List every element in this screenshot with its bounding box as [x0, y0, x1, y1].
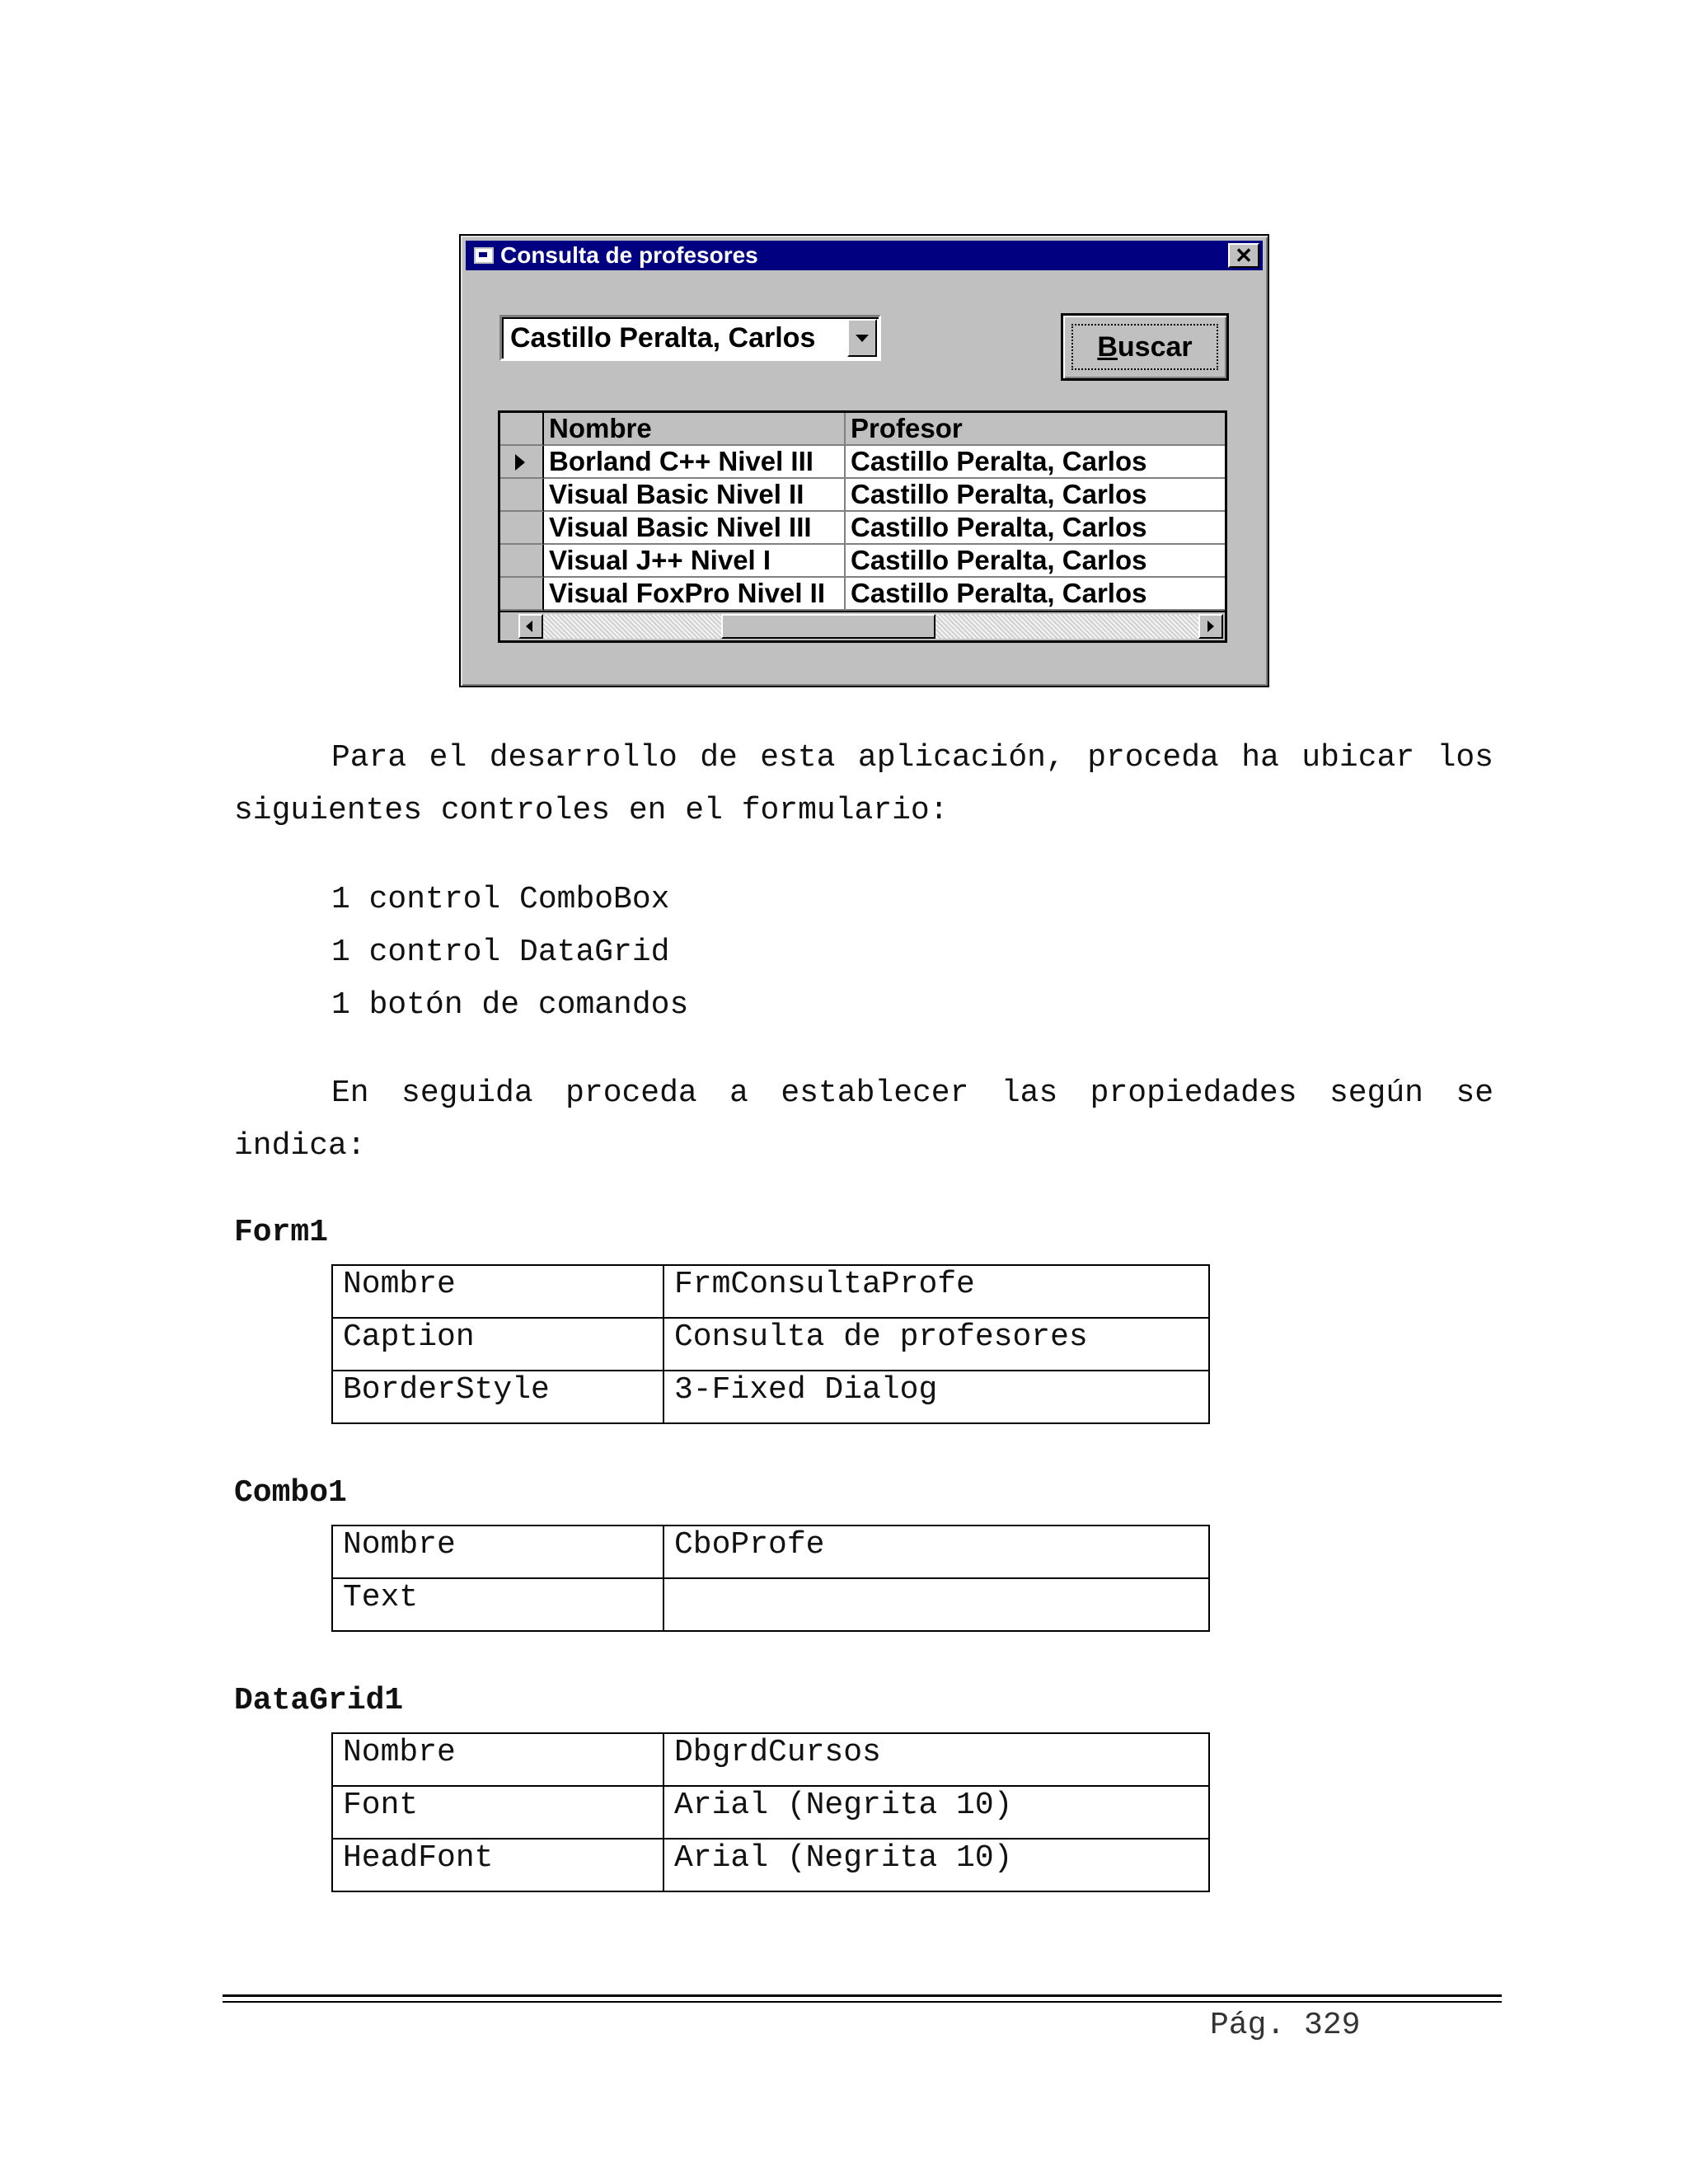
buscar-button[interactable]: [1061, 313, 1229, 381]
chevron-down-icon: [856, 335, 869, 342]
grid-header-row: [500, 413, 1225, 446]
property-name: HeadFont: [332, 1839, 663, 1891]
property-value: Arial (Negrita 10): [663, 1839, 1209, 1891]
table-row[interactable]: [500, 446, 1225, 479]
section-heading-form1: Form1: [234, 1215, 329, 1250]
grid-cell-profesor[interactable]: Castillo Peralta, Carlos: [846, 512, 1225, 545]
property-name: Font: [332, 1786, 663, 1839]
intro-paragraph: Para el desarrollo de esta aplicación, proceda ha ubicar los siguientes controles en el formulario:: [234, 740, 1493, 828]
table-row[interactable]: [500, 578, 1225, 611]
row-selector[interactable]: [500, 545, 544, 578]
table-row: [332, 1526, 1209, 1578]
combobox-value: Castillo Peralta, Carlos: [510, 322, 816, 354]
footer-rule: [223, 2001, 1502, 2003]
grid-cell-profesor[interactable]: Castillo Peralta, Carlos: [846, 479, 1225, 512]
grid-cell-profesor[interactable]: Castillo Peralta, Carlos: [846, 545, 1225, 578]
focus-rectangle: [1071, 324, 1218, 370]
property-value: [663, 1578, 1209, 1631]
cursos-datagrid[interactable]: [498, 410, 1227, 643]
consulta-dialog: [459, 234, 1269, 687]
close-button[interactable]: [1228, 243, 1259, 268]
grid-cell-profesor[interactable]: Castillo Peralta, Carlos: [846, 446, 1225, 479]
footer-rule: [223, 1994, 1502, 1997]
property-value: Arial (Negrita 10): [663, 1786, 1209, 1839]
row-selector[interactable]: [500, 578, 544, 611]
table-row: [332, 1786, 1209, 1839]
grid-cell-nombre[interactable]: Visual Basic Nivel II: [544, 479, 846, 512]
section-heading-combo1: Combo1: [234, 1475, 347, 1511]
property-name: BorderStyle: [332, 1371, 663, 1423]
row-selector[interactable]: [500, 446, 544, 479]
table-row: [332, 1265, 1209, 1318]
table-row[interactable]: [500, 545, 1225, 578]
property-name: Text: [332, 1578, 663, 1631]
table-row[interactable]: [500, 512, 1225, 545]
arrow-right-icon: [1207, 621, 1214, 632]
grid-cell-nombre[interactable]: Visual J++ Nivel I: [544, 545, 846, 578]
page-number: Pág. 329: [1210, 2008, 1361, 2043]
current-row-arrow-icon: [515, 454, 525, 471]
profesor-combobox[interactable]: [499, 315, 881, 361]
row-selector[interactable]: [500, 512, 544, 545]
grid-cell-nombre[interactable]: Visual Basic Nivel III: [544, 512, 846, 545]
table-row: [332, 1578, 1209, 1631]
arrow-left-icon: [526, 621, 532, 632]
title-bar: [466, 241, 1263, 270]
property-name: Nombre: [332, 1733, 663, 1786]
property-value: CboProfe: [663, 1526, 1209, 1578]
table-row[interactable]: [500, 479, 1225, 512]
grid-corner-cell: [500, 413, 544, 446]
property-value: 3-Fixed Dialog: [663, 1371, 1209, 1423]
window-icon: [474, 247, 494, 264]
scroll-right-button[interactable]: [1198, 614, 1223, 639]
grid-header-profesor[interactable]: Profesor: [846, 413, 1225, 446]
property-name: Nombre: [332, 1526, 663, 1578]
property-name: Nombre: [332, 1265, 663, 1318]
table-row: [332, 1371, 1209, 1423]
section-heading-datagrid1: DataGrid1: [234, 1683, 404, 1718]
horizontal-scrollbar[interactable]: [500, 611, 1225, 640]
instruction-paragraph: En seguida proceda a establecer las propiedades según se indica:: [234, 1076, 1493, 1164]
datagrid1-properties-table: [331, 1732, 1210, 1892]
grid-cell-profesor[interactable]: Castillo Peralta, Carlos: [846, 578, 1225, 611]
grid-cell-nombre[interactable]: Borland C++ Nivel III: [544, 446, 846, 479]
property-value: Consulta de profesores: [663, 1318, 1209, 1371]
combo1-properties-table: [331, 1525, 1210, 1632]
list-item: 1 control DataGrid: [331, 935, 670, 970]
table-row: [332, 1839, 1209, 1891]
property-value: DbgrdCursos: [663, 1733, 1209, 1786]
grid-header-nombre[interactable]: Nombre: [544, 413, 846, 446]
list-item: 1 botón de comandos: [331, 987, 689, 1023]
scrollbar-thumb[interactable]: [721, 614, 935, 639]
property-value: FrmConsultaProfe: [663, 1265, 1209, 1318]
grid-cell-nombre[interactable]: Visual FoxPro Nivel II: [544, 578, 846, 611]
combobox-dropdown-button[interactable]: [847, 319, 877, 357]
table-row: [332, 1318, 1209, 1371]
form1-properties-table: [331, 1264, 1210, 1424]
buscar-button-label: Buscar: [1097, 330, 1193, 363]
list-item: 1 control ComboBox: [331, 882, 670, 917]
close-icon: ✕: [1235, 243, 1253, 268]
window-title: Consulta de profesores: [500, 242, 758, 268]
table-row: [332, 1733, 1209, 1786]
scroll-left-button[interactable]: [518, 614, 543, 639]
property-name: Caption: [332, 1318, 663, 1371]
row-selector[interactable]: [500, 479, 544, 512]
